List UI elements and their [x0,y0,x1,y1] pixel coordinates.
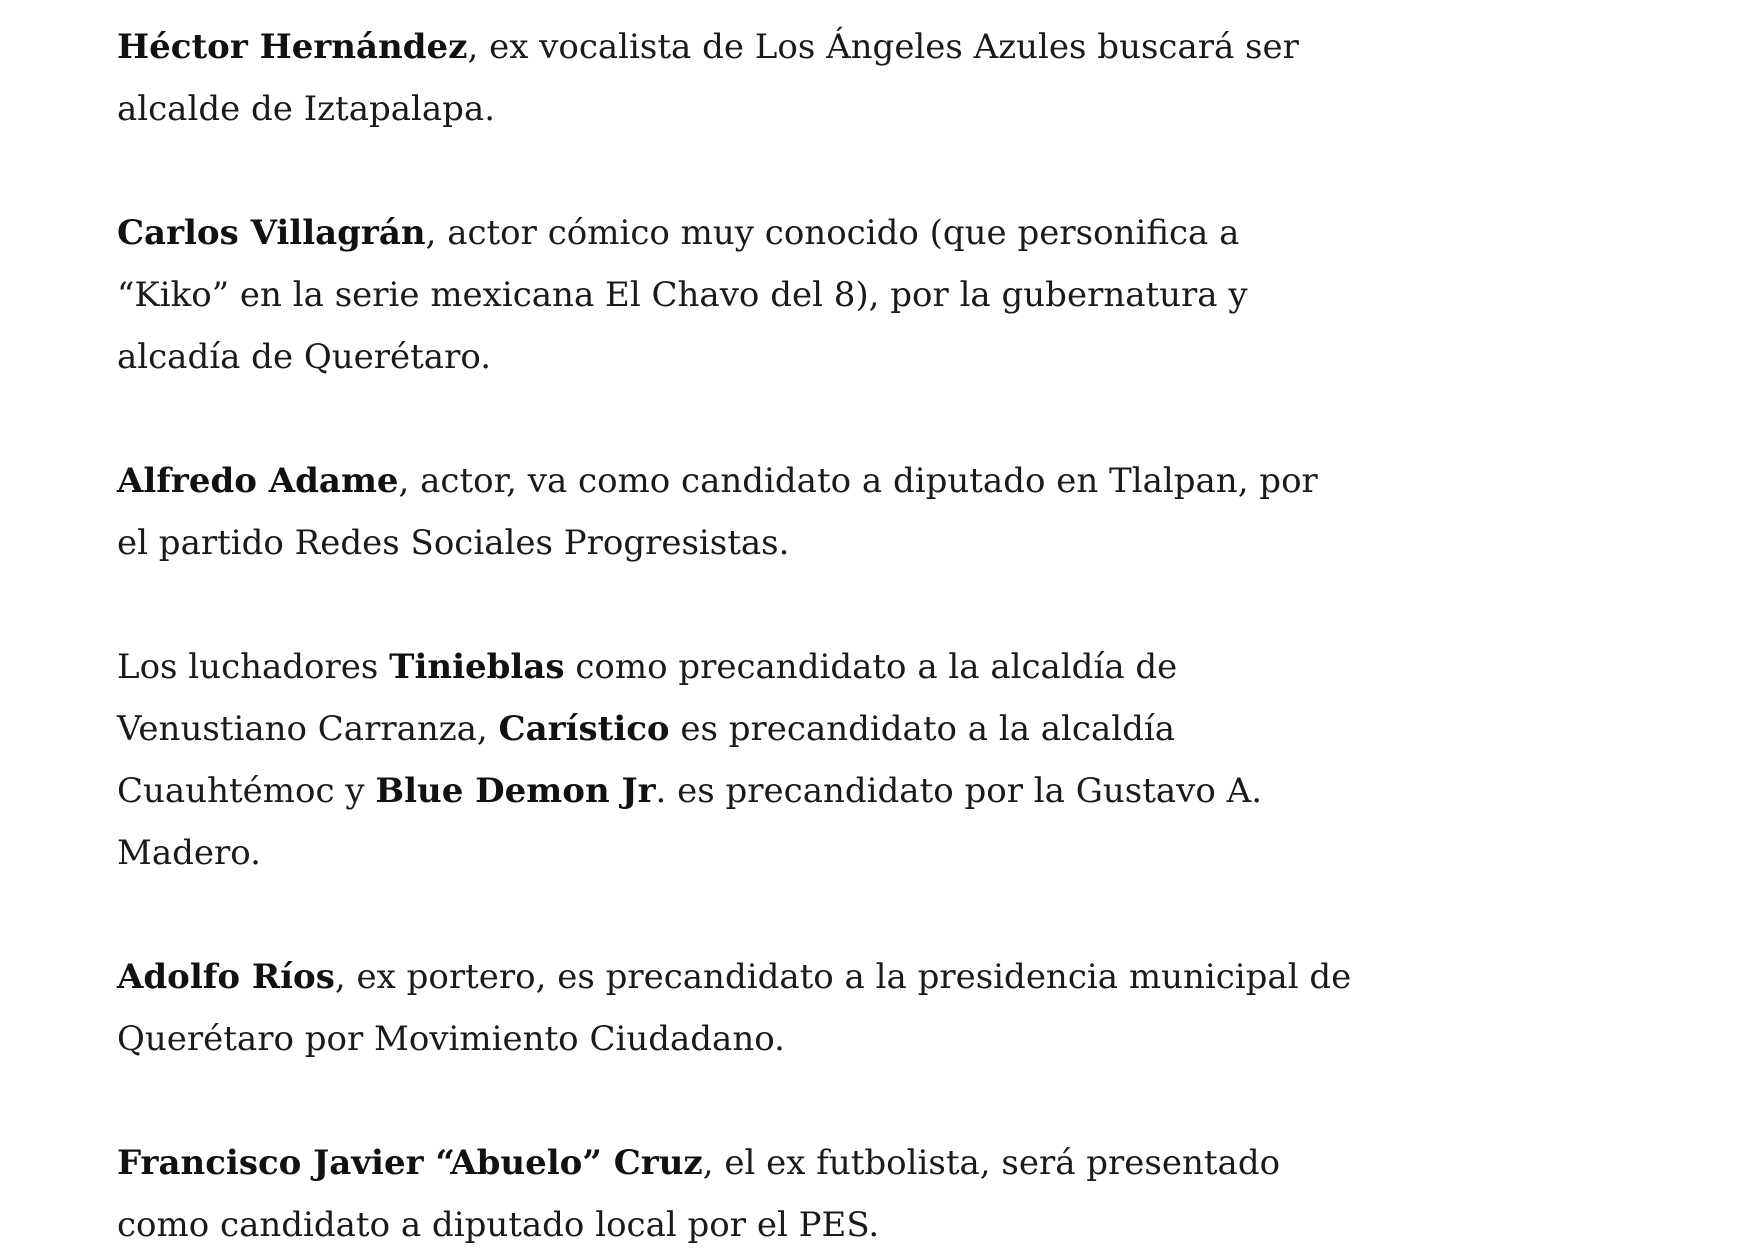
candidate-name: Adolfo Ríos [117,957,335,997]
candidate-name: Francisco Javier “Abuelo” Cruz [117,1143,703,1183]
paragraph-alfredo-adame [117,450,1357,574]
candidate-name: Héctor Hernández [117,27,468,67]
candidate-name: Blue Demon Jr [375,771,656,811]
candidate-description: como precandidato a la alcaldía de Venustiano Carranza, [117,647,1178,749]
candidate-name: Tinieblas [389,647,565,687]
candidate-description: , el ex futbolista, será presentado como candidato a diputado local por el PES. [117,1143,1281,1245]
candidate-description: , ex vocalista de Los Ángeles Azules buscará ser alcalde de Iztapalapa. [117,27,1299,129]
article-body [117,16,1357,1256]
candidate-description: . es precandidato por la Gustavo A. Madero. [117,771,1263,873]
candidate-name: Carístico [498,709,670,749]
paragraph-luchadores [117,636,1357,884]
intro-text: Los luchadores [117,647,390,687]
candidate-description: , actor, va como candidato a diputado en Tlalpan, por el partido Redes Sociales Progresistas. [117,461,1318,563]
candidate-name: Alfredo Adame [117,461,399,501]
paragraph-hector-hernandez [117,16,1357,140]
candidate-description: es precandidato a la alcaldía Cuauhtémoc y [117,709,1176,811]
candidate-description: , actor cómico muy conocido (que personifica a “Kiko” en la serie mexicana El Chavo del 8), por la gubernatura y alcadía de Querétaro. [117,213,1248,377]
paragraph-carlos-villagran [117,202,1357,388]
paragraph-adolfo-rios [117,946,1357,1070]
candidate-name: Carlos Villagrán [117,213,426,253]
candidate-description: , ex portero, es precandidato a la presidencia municipal de Querétaro por Movimiento Ciudadano. [117,957,1352,1059]
